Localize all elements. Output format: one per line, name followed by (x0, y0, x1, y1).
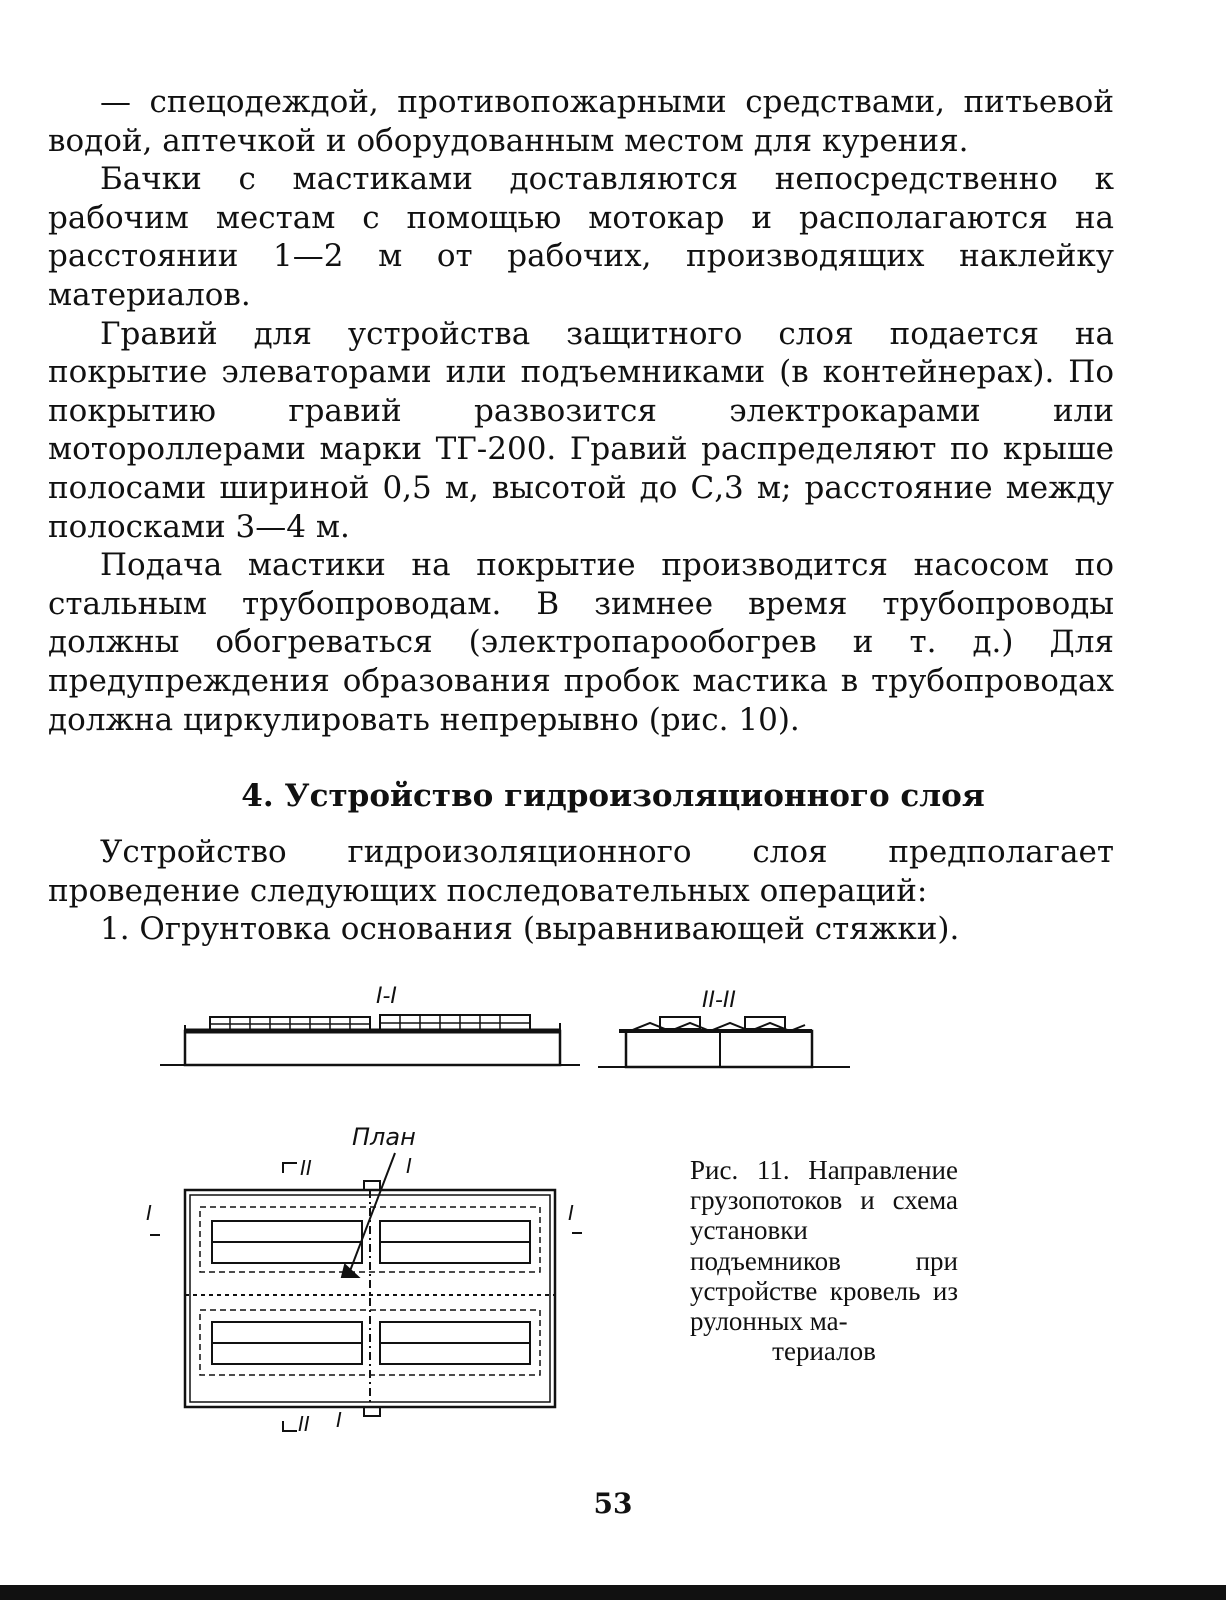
section-2-drawing (598, 1017, 850, 1067)
caption-main: Рис. 11. Направление грузопотоков и схема установки подъемников при устройстве кровель из рулонных ма- (690, 1155, 958, 1337)
mark-I-bottom: I (336, 1408, 342, 1432)
page-number: 53 (593, 1487, 633, 1520)
section-1-drawing (160, 1015, 580, 1065)
figure-11-diagram (0, 975, 1226, 1445)
paragraph: Подача мастики на покрытие производится насосом по стальным трубопроводам. В зимнее время трубопроводы должны обогреваться (электропарообогрев и т. д.) Для предупреждения образования пробок мастика в трубопроводах должна циркулировать непрерывно (рис. 10). (48, 547, 1114, 738)
plan-drawing (150, 1153, 582, 1431)
paragraph: Гравий для устройства защитного слоя подается на покрытие элеваторами или подъемниками (в контейнерах). По покрытию гравий развозится электрокарами или мотороллерами марки ТГ-200. Гравий распределяют по крыше полосами шириной 0,5 м, высотой до С,3 м; расстояние между полосками 3—4 м. (48, 315, 1114, 545)
section-text (48, 833, 1114, 949)
figure-labels (146, 984, 736, 1436)
paragraph: Бачки с мастиками доставляются непосредственно к рабочим местам с помощью мотокар и располагаются на расстоянии 1—2 м от рабочих, производящих наклейку материалов. (48, 161, 1114, 313)
paragraph: — спецодеждой, противопожарными средствами, питьевой водой, аптечкой и оборудованным местом для курения. (48, 84, 1114, 159)
section-1-label: I-I (376, 984, 397, 1009)
mark-II-top: II (300, 1156, 312, 1180)
section-heading: 4. Устройство гидроизоляционного слоя (241, 778, 985, 814)
caption-last-line: териалов (772, 1336, 876, 1367)
paragraph: Устройство гидроизоляционного слоя предполагает проведение следующих последовательных операций: (48, 834, 1114, 909)
mark-II-bottom: II (298, 1412, 310, 1436)
plan-label: План (352, 1123, 416, 1151)
bottom-border (0, 1585, 1226, 1600)
mark-I-left: I (146, 1201, 152, 1225)
figure-caption (690, 1155, 958, 1366)
mark-I-top: I (406, 1154, 412, 1178)
list-item: 1. Огрунтовка основания (выравнивающей стяжки). (100, 911, 960, 948)
section-2-label: II-II (702, 988, 736, 1013)
body-text (48, 83, 1114, 739)
mark-I-right: I (568, 1201, 574, 1225)
